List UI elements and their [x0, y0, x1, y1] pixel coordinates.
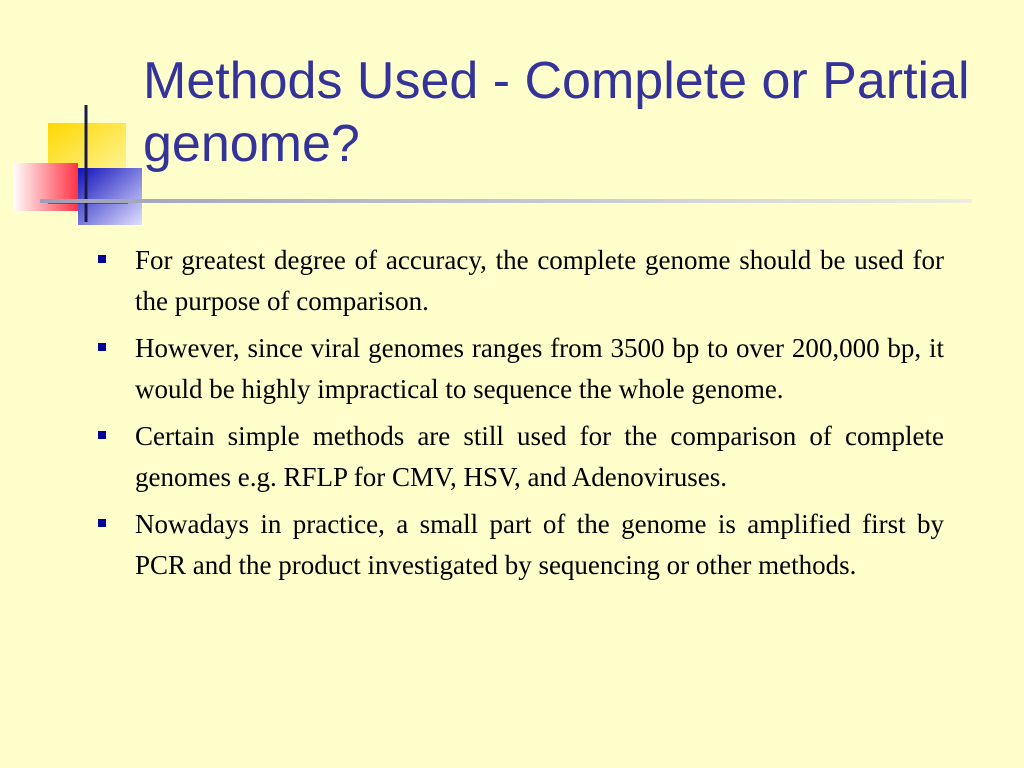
title-divider — [40, 199, 972, 203]
bullet-item — [97, 504, 944, 586]
square-bullet-icon — [98, 519, 106, 527]
bullet-item — [97, 240, 944, 322]
bullet-item — [97, 416, 944, 498]
decorative-squares-logo — [0, 0, 150, 240]
square-bullet-icon — [98, 255, 106, 263]
square-bullet-icon — [98, 431, 106, 439]
bullet-list — [97, 240, 944, 592]
square-bullet-icon — [98, 343, 106, 351]
bullet-text: For greatest degree of accuracy, the complete genome should be used for the purpose of comparison. — [135, 245, 944, 316]
bullet-text: Certain simple methods are still used for the comparison of complete genomes e.g. RFLP for CMV, HSV, and Adenoviruses. — [135, 421, 944, 492]
slide-title: Methods Used - Complete or Partial genome? — [143, 52, 970, 173]
bullet-text: However, since viral genomes ranges from 3500 bp to over 200,000 bp, it would be highly impractical to sequence the whole genome. — [135, 333, 944, 404]
bullet-item — [97, 328, 944, 410]
bullet-text: Nowadays in practice, a small part of the genome is amplified first by PCR and the product investigated by sequencing or other methods. — [135, 509, 944, 580]
